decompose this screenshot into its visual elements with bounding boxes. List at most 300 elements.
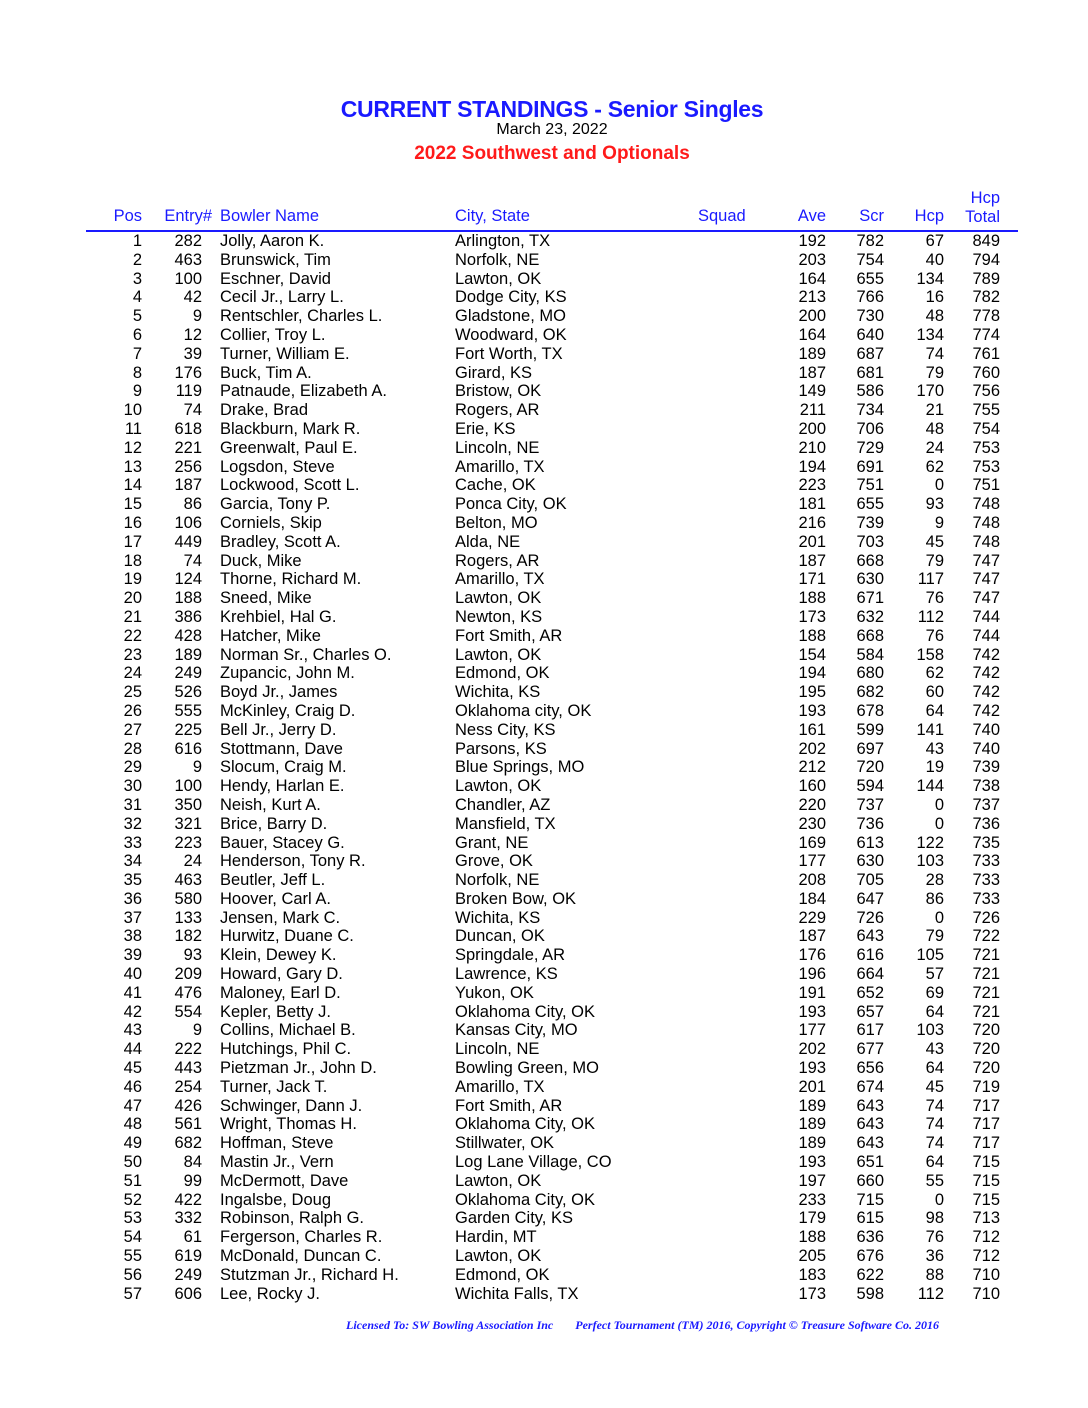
cell-name: Stottmann, Dave <box>220 739 343 758</box>
cell-city: Lawton, OK <box>455 777 542 796</box>
table-row <box>0 965 1088 984</box>
cell-scr: 705 <box>856 871 884 890</box>
cell-ave: 200 <box>798 307 826 326</box>
cell-entry: 119 <box>175 382 202 401</box>
table-row <box>0 927 1088 946</box>
cell-scr: 657 <box>856 1002 884 1021</box>
cell-name: Maloney, Earl D. <box>220 983 341 1002</box>
cell-entry: 426 <box>174 1096 202 1115</box>
table-row <box>0 251 1088 270</box>
cell-entry: 449 <box>174 532 202 551</box>
cell-pos: 21 <box>123 607 142 626</box>
cell-scr: 782 <box>856 232 884 250</box>
cell-city: Lawton, OK <box>455 589 542 608</box>
table-row <box>0 1153 1088 1172</box>
cell-pos: 5 <box>132 307 142 326</box>
cell-scr: 655 <box>856 495 884 514</box>
cell-entry: 133 <box>174 908 202 927</box>
cell-total: 736 <box>972 814 1000 833</box>
cell-ave: 213 <box>798 288 826 307</box>
cell-entry: 61 <box>183 1228 202 1247</box>
cell-scr: 622 <box>856 1265 884 1284</box>
table-row <box>0 458 1088 477</box>
cell-pos: 44 <box>123 1040 142 1059</box>
cell-hcp: 60 <box>925 683 944 702</box>
table-row <box>0 1003 1088 1022</box>
cell-ave: 223 <box>798 476 826 495</box>
cell-city: Lincoln, NE <box>455 1040 540 1059</box>
cell-pos: 36 <box>123 889 142 908</box>
cell-pos: 41 <box>123 983 142 1002</box>
cell-hcp: 36 <box>925 1247 944 1266</box>
cell-city: Grant, NE <box>455 833 529 852</box>
cell-name: Brice, Barry D. <box>220 814 328 833</box>
cell-entry: 256 <box>174 457 202 476</box>
cell-scr: 681 <box>856 363 884 382</box>
cell-entry: 616 <box>174 739 202 758</box>
cell-scr: 632 <box>856 607 884 626</box>
cell-entry: 332 <box>174 1209 202 1228</box>
cell-city: Wichita Falls, TX <box>455 1284 579 1303</box>
cell-pos: 20 <box>123 589 142 608</box>
cell-hcp: 74 <box>925 1115 944 1134</box>
cell-hcp: 117 <box>917 570 944 589</box>
cell-ave: 149 <box>798 382 826 401</box>
cell-total: 789 <box>972 269 1000 288</box>
cell-scr: 754 <box>856 250 884 269</box>
cell-entry: 189 <box>174 645 202 664</box>
cell-total: 782 <box>972 288 1000 307</box>
cell-pos: 27 <box>123 720 142 739</box>
cell-city: Blue Springs, MO <box>455 758 585 777</box>
cell-hcp: 103 <box>916 852 944 871</box>
cell-total: 719 <box>972 1077 1000 1096</box>
cell-city: Garden City, KS <box>455 1209 573 1228</box>
cell-name: Greenwalt, Paul E. <box>220 438 358 457</box>
cell-scr: 652 <box>856 983 884 1002</box>
cell-pos: 15 <box>123 495 142 514</box>
cell-pos: 12 <box>123 438 142 457</box>
table-row <box>0 740 1088 759</box>
cell-total: 742 <box>972 701 1000 720</box>
cell-total: 717 <box>972 1096 1000 1115</box>
cell-total: 713 <box>972 1209 1000 1228</box>
cell-total: 794 <box>972 250 1000 269</box>
cell-scr: 671 <box>856 589 884 608</box>
cell-hcp: 40 <box>925 250 944 269</box>
cell-pos: 6 <box>132 325 142 344</box>
cell-entry: 223 <box>174 833 202 852</box>
cell-entry: 12 <box>183 325 202 344</box>
cell-name: Ingalsbe, Doug <box>220 1190 331 1209</box>
table-row <box>0 815 1088 834</box>
table-row <box>0 270 1088 289</box>
cell-ave: 197 <box>798 1171 826 1190</box>
cell-name: Hutchings, Phil C. <box>220 1040 352 1059</box>
cell-entry: 86 <box>183 495 202 514</box>
cell-name: Lockwood, Scott L. <box>220 476 360 495</box>
cell-total: 742 <box>972 683 1000 702</box>
cell-total: 738 <box>972 777 1000 796</box>
cell-scr: 680 <box>856 664 884 683</box>
license-text: Licensed To: SW Bowling Association Inc <box>346 1318 554 1332</box>
cell-city: Ponca City, OK <box>455 495 567 514</box>
cell-city: Cache, OK <box>455 476 536 495</box>
cell-total: 721 <box>972 1002 1000 1021</box>
cell-total: 721 <box>972 965 1000 984</box>
report-date: March 23, 2022 <box>496 121 608 138</box>
cell-pos: 52 <box>123 1190 142 1209</box>
cell-ave: 192 <box>798 232 826 250</box>
cell-total: 733 <box>972 871 1000 890</box>
cell-entry: 463 <box>174 250 202 269</box>
table-row <box>0 1097 1088 1116</box>
table-row <box>0 1266 1088 1285</box>
cell-ave: 203 <box>798 250 826 269</box>
cell-pos: 25 <box>123 683 142 702</box>
cell-scr: 599 <box>856 720 884 739</box>
cell-city: Amarillo, TX <box>455 1077 545 1096</box>
cell-hcp: 64 <box>925 1002 944 1021</box>
cell-total: 739 <box>972 758 1000 777</box>
cell-entry: 225 <box>174 720 202 739</box>
cell-city: Grove, OK <box>455 852 533 871</box>
cell-scr: 691 <box>856 457 884 476</box>
cell-ave: 233 <box>798 1190 826 1209</box>
cell-hcp: 93 <box>925 495 944 514</box>
cell-name: Robinson, Ralph G. <box>220 1209 364 1228</box>
cell-ave: 188 <box>798 626 826 645</box>
cell-name: McDermott, Dave <box>220 1171 349 1190</box>
cell-ave: 196 <box>798 965 826 984</box>
cell-ave: 187 <box>798 927 826 946</box>
cell-entry: 84 <box>183 1153 202 1172</box>
cell-scr: 677 <box>856 1040 884 1059</box>
cell-entry: 100 <box>174 269 202 288</box>
col-bowler-name: Bowler Name <box>220 207 320 225</box>
cell-total: 849 <box>972 232 1000 250</box>
cell-scr: 703 <box>856 532 884 551</box>
cell-entry: 188 <box>174 589 202 608</box>
cell-name: Turner, Jack T. <box>220 1077 328 1096</box>
cell-ave: 194 <box>798 664 826 683</box>
cell-entry: 555 <box>174 701 202 720</box>
cell-ave: 164 <box>798 325 826 344</box>
cell-scr: 687 <box>856 344 884 363</box>
cell-total: 774 <box>972 325 1000 344</box>
col-entry: Entry# <box>164 207 212 225</box>
cell-entry: 9 <box>192 1021 202 1040</box>
cell-ave: 200 <box>798 419 826 438</box>
table-row <box>0 1078 1088 1097</box>
cell-city: Fort Smith, AR <box>455 626 563 645</box>
cell-pos: 32 <box>123 814 142 833</box>
table-row <box>0 1134 1088 1153</box>
cell-entry: 350 <box>174 795 202 814</box>
table-row <box>0 570 1088 589</box>
cell-name: Klein, Dewey K. <box>220 946 337 965</box>
cell-hcp: 64 <box>925 701 944 720</box>
cell-city: Wichita, KS <box>455 683 541 702</box>
cell-city: Lawton, OK <box>455 269 542 288</box>
col-scr: Scr <box>859 207 884 225</box>
cell-city: Norfolk, NE <box>455 871 540 890</box>
cell-pos: 24 <box>123 664 142 683</box>
cell-ave: 194 <box>798 457 826 476</box>
table-row <box>0 495 1088 514</box>
table-row <box>0 1247 1088 1266</box>
cell-ave: 189 <box>798 1115 826 1134</box>
cell-entry: 99 <box>183 1171 202 1190</box>
cell-name: Pietzman Jr., John D. <box>220 1059 377 1078</box>
cell-ave: 191 <box>798 983 826 1002</box>
cell-name: Brunswick, Tim <box>220 250 331 269</box>
cell-ave: 229 <box>798 908 826 927</box>
table-row <box>0 288 1088 307</box>
cell-entry: 42 <box>183 288 202 307</box>
cell-city: Bristow, OK <box>455 382 542 401</box>
cell-pos: 49 <box>123 1134 142 1153</box>
cell-scr: 664 <box>856 965 884 984</box>
table-row <box>0 1040 1088 1059</box>
cell-scr: 678 <box>856 701 884 720</box>
cell-name: McKinley, Craig D. <box>220 701 356 720</box>
cell-city: Springdale, AR <box>455 946 566 965</box>
cell-name: McDonald, Duncan C. <box>220 1247 382 1266</box>
table-row <box>0 1209 1088 1228</box>
cell-entry: 254 <box>174 1077 202 1096</box>
cell-total: 717 <box>972 1115 1000 1134</box>
cell-entry: 74 <box>183 401 202 420</box>
cell-hcp: 76 <box>925 589 944 608</box>
cell-entry: 222 <box>174 1040 202 1059</box>
cell-hcp: 0 <box>934 795 944 814</box>
cell-hcp: 9 <box>934 513 944 532</box>
cell-city: Oklahoma City, OK <box>455 1190 595 1209</box>
cell-scr: 668 <box>856 626 884 645</box>
cell-hcp: 141 <box>916 720 944 739</box>
cell-scr: 613 <box>856 833 884 852</box>
cell-hcp: 112 <box>917 1284 944 1303</box>
cell-ave: 181 <box>798 495 826 514</box>
cell-scr: 615 <box>856 1209 884 1228</box>
cell-total: 733 <box>972 852 1000 871</box>
cell-name: Wright, Thomas H. <box>220 1115 357 1134</box>
cell-scr: 630 <box>856 570 884 589</box>
table-row <box>0 890 1088 909</box>
cell-city: Edmond, OK <box>455 664 550 683</box>
cell-entry: 124 <box>174 570 202 589</box>
cell-ave: 201 <box>798 1077 826 1096</box>
cell-pos: 57 <box>123 1284 142 1303</box>
cell-hcp: 79 <box>925 927 944 946</box>
cell-city: Belton, MO <box>455 513 538 532</box>
cell-pos: 34 <box>123 852 142 871</box>
standings-table <box>0 232 1088 1303</box>
cell-pos: 42 <box>123 1002 142 1021</box>
cell-name: Hoffman, Steve <box>220 1134 334 1153</box>
cell-scr: 584 <box>856 645 884 664</box>
table-row <box>0 1228 1088 1247</box>
cell-pos: 30 <box>123 777 142 796</box>
cell-name: Bauer, Stacey G. <box>220 833 345 852</box>
cell-total: 744 <box>972 626 1000 645</box>
cell-ave: 202 <box>798 739 826 758</box>
cell-entry: 282 <box>174 232 202 250</box>
cell-pos: 56 <box>123 1265 142 1284</box>
cell-total: 748 <box>972 495 1000 514</box>
cell-pos: 2 <box>132 250 142 269</box>
cell-hcp: 55 <box>925 1171 944 1190</box>
col-hcp-total-bottom: Total <box>965 207 1000 226</box>
cell-ave: 212 <box>798 758 826 777</box>
cell-name: Duck, Mike <box>220 551 302 570</box>
cell-name: Hendy, Harlan E. <box>220 777 345 796</box>
cell-hcp: 0 <box>934 908 944 927</box>
cell-total: 712 <box>972 1228 1000 1247</box>
cell-total: 753 <box>972 457 1000 476</box>
cell-ave: 193 <box>798 1059 826 1078</box>
cell-entry: 463 <box>174 871 202 890</box>
cell-city: Lawton, OK <box>455 1171 542 1190</box>
cell-entry: 386 <box>174 607 202 626</box>
cell-entry: 526 <box>174 683 202 702</box>
cell-pos: 38 <box>123 927 142 946</box>
cell-entry: 106 <box>174 513 202 532</box>
cell-city: Arlington, TX <box>455 232 551 250</box>
cell-hcp: 79 <box>925 551 944 570</box>
table-row <box>0 1059 1088 1078</box>
cell-pos: 40 <box>123 965 142 984</box>
cell-city: Dodge City, KS <box>455 288 567 307</box>
cell-name: Henderson, Tony R. <box>220 852 366 871</box>
cell-name: Rentschler, Charles L. <box>220 307 383 326</box>
col-hcp-total <box>950 189 1000 226</box>
cell-pos: 14 <box>123 476 142 495</box>
cell-scr: 766 <box>856 288 884 307</box>
cell-name: Slocum, Craig M. <box>220 758 347 777</box>
cell-city: Lawton, OK <box>455 1247 542 1266</box>
col-city-state: City, State <box>455 207 530 225</box>
cell-entry: 618 <box>174 419 202 438</box>
cell-pos: 53 <box>123 1209 142 1228</box>
cell-total: 722 <box>972 927 1000 946</box>
cell-total: 748 <box>972 532 1000 551</box>
cell-name: Garcia, Tony P. <box>220 495 331 514</box>
cell-name: Hoover, Carl A. <box>220 889 331 908</box>
cell-city: Rogers, AR <box>455 551 540 570</box>
cell-city: Lincoln, NE <box>455 438 540 457</box>
cell-scr: 674 <box>856 1077 884 1096</box>
cell-name: Drake, Brad <box>220 401 309 420</box>
cell-ave: 201 <box>798 532 826 551</box>
table-row <box>0 439 1088 458</box>
cell-pos: 22 <box>123 626 142 645</box>
cell-ave: 171 <box>798 570 826 589</box>
cell-ave: 173 <box>798 607 826 626</box>
cell-pos: 3 <box>132 269 142 288</box>
cell-total: 755 <box>972 401 1000 420</box>
cell-scr: 647 <box>856 889 884 908</box>
cell-city: Chandler, AZ <box>455 795 551 814</box>
cell-pos: 29 <box>123 758 142 777</box>
table-row <box>0 552 1088 571</box>
cell-ave: 188 <box>798 1228 826 1247</box>
cell-scr: 739 <box>856 513 884 532</box>
cell-ave: 169 <box>798 833 826 852</box>
cell-pos: 39 <box>123 946 142 965</box>
cell-name: Collins, Michael B. <box>220 1021 356 1040</box>
cell-total: 715 <box>972 1190 1000 1209</box>
cell-hcp: 28 <box>925 871 944 890</box>
cell-pos: 45 <box>123 1059 142 1078</box>
cell-ave: 189 <box>798 344 826 363</box>
cell-city: Edmond, OK <box>455 1265 550 1284</box>
cell-pos: 43 <box>123 1021 142 1040</box>
cell-pos: 28 <box>123 739 142 758</box>
cell-scr: 697 <box>856 739 884 758</box>
cell-entry: 606 <box>174 1284 202 1303</box>
cell-city: Woodward, OK <box>455 325 567 344</box>
cell-total: 721 <box>972 983 1000 1002</box>
cell-ave: 193 <box>798 1002 826 1021</box>
cell-hcp: 98 <box>925 1209 944 1228</box>
cell-total: 721 <box>972 946 1000 965</box>
cell-name: Patnaude, Elizabeth A. <box>220 382 387 401</box>
cell-scr: 656 <box>856 1059 884 1078</box>
cell-pos: 11 <box>124 419 142 438</box>
cell-ave: 193 <box>798 1153 826 1172</box>
cell-pos: 13 <box>123 457 142 476</box>
table-row <box>0 1021 1088 1040</box>
table-row <box>0 702 1088 721</box>
cell-ave: 189 <box>798 1096 826 1115</box>
table-row <box>0 345 1088 364</box>
cell-total: 751 <box>972 476 1000 495</box>
cell-hcp: 105 <box>916 946 944 965</box>
cell-hcp: 158 <box>916 645 944 664</box>
cell-scr: 655 <box>856 269 884 288</box>
cell-hcp: 76 <box>925 1228 944 1247</box>
cell-name: Turner, William E. <box>220 344 350 363</box>
cell-hcp: 24 <box>925 438 944 457</box>
cell-total: 747 <box>972 551 1000 570</box>
cell-ave: 160 <box>798 777 826 796</box>
table-row <box>0 909 1088 928</box>
cell-name: Buck, Tim A. <box>220 363 312 382</box>
cell-hcp: 134 <box>916 269 944 288</box>
cell-hcp: 67 <box>925 232 944 250</box>
cell-pos: 26 <box>123 701 142 720</box>
col-hcp-total-top: Hcp <box>970 189 1000 207</box>
cell-entry: 422 <box>174 1190 202 1209</box>
col-pos: Pos <box>113 207 142 225</box>
cell-entry: 221 <box>174 438 202 457</box>
cell-hcp: 88 <box>925 1265 944 1284</box>
cell-hcp: 64 <box>925 1059 944 1078</box>
cell-scr: 737 <box>856 795 884 814</box>
cell-ave: 187 <box>798 551 826 570</box>
cell-total: 753 <box>972 438 1000 457</box>
cell-name: Beutler, Jeff L. <box>220 871 326 890</box>
table-row <box>0 984 1088 1003</box>
cell-pos: 54 <box>123 1228 142 1247</box>
cell-total: 747 <box>972 570 1000 589</box>
cell-hcp: 45 <box>925 532 944 551</box>
cell-total: 717 <box>972 1134 1000 1153</box>
cell-scr: 617 <box>856 1021 884 1040</box>
cell-ave: 164 <box>798 269 826 288</box>
